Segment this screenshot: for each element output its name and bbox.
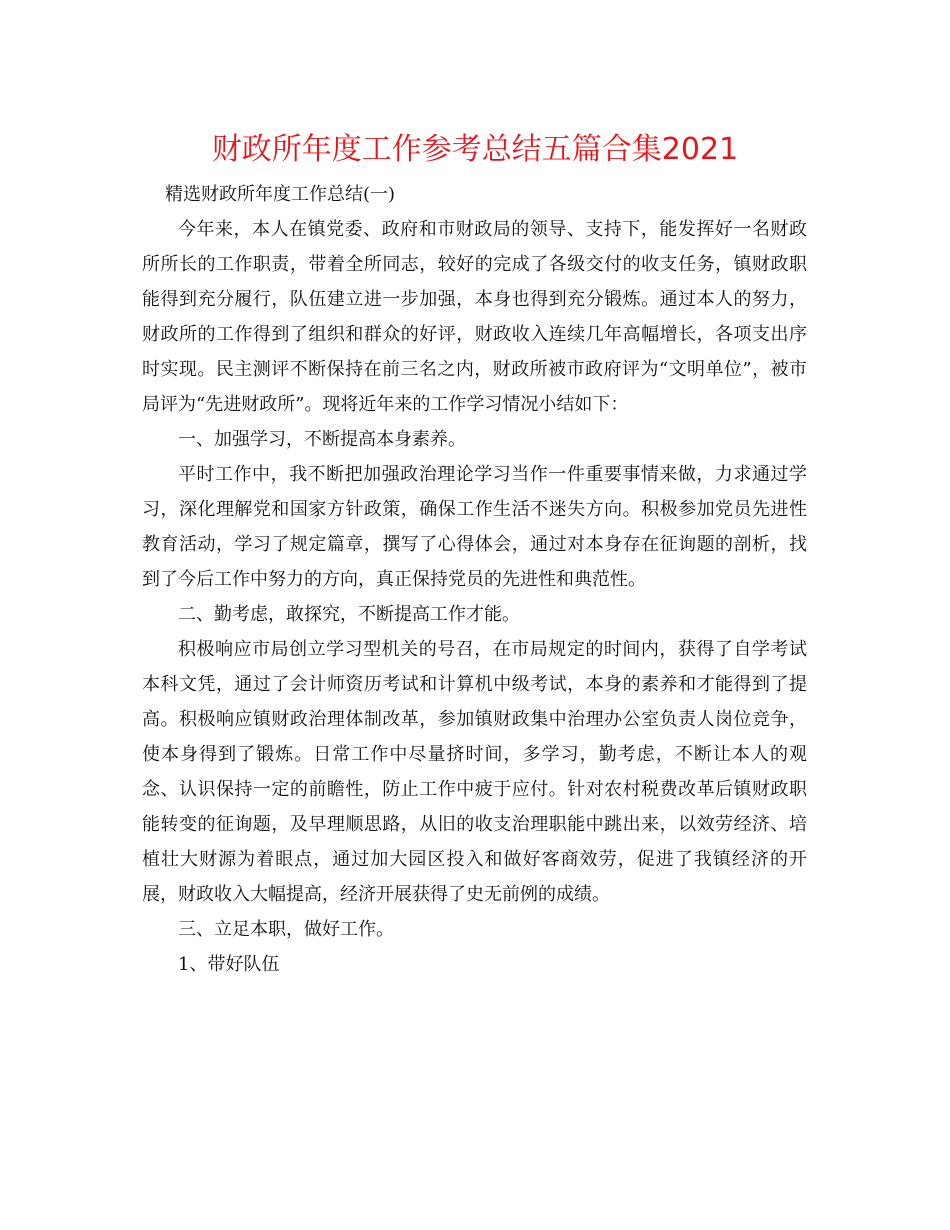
- heading-subsection-1: 1、带好队伍: [178, 954, 280, 975]
- document-title: 财政所年度工作参考总结五篇合集2021: [211, 132, 739, 167]
- paragraph-intro: 今年来，本人在镇党委、政府和市财政局的领导、支持下，能发挥好一名财政所所长的工作职责，带着全所同志，较好的完成了各级交付的收支任务，镇财政职能得到充分履行，队伍建立进一步加强，本身也得到充分锻炼。通过本人的努力，财政所的工作得到了组织和群众的好评，财政收入连续几年高幅增长，各项支出序时实现。民主测评不断保持在前三名之内，财政所被市政府评为“文明单位”，被市局评为“先进财政所”。现将近年来的工作学习情况小结如下：: [142, 219, 807, 415]
- heading-section-1: 一、加强学习，不断提高本身素养。: [178, 429, 466, 450]
- paragraph-ability: 积极响应市局创立学习型机关的号召，在市局规定的时间内，获得了自学考试本科文凭，通过了会计师资历考试和计算机中级考试，本身的素养和才能得到了提高。积极响应镇财政治理体制改革，参加镇财政集中治理办公室负责人岗位竞争，使本身得到了锻炼。日常工作中尽量挤时间，多学习，勤考虑，不断让本人的观念、认识保持一定的前瞻性，防止工作中疲于应付。针对农村税费改革后镇财政职能转变的征询题，及早理顺思路，从旧的收支治理职能中跳出来，以效劳经济、培植壮大财源为着眼点，通过加大园区投入和做好客商效劳，促进了我镇经济的开展，财政收入大幅提高，经济开展获得了史无前例的成绩。: [142, 639, 807, 905]
- heading-section-2: 二、勤考虑，敢探究，不断提高工作才能。: [178, 604, 520, 625]
- section-subtitle: 精选财政所年度工作总结(一): [165, 184, 396, 205]
- paragraph-study: 平时工作中，我不断把加强政治理论学习当作一件重要事情来做，力求通过学习，深化理解党和国家方针政策，确保工作生活不迷失方向。积极参加党员先进性教育活动，学习了规定篇章，撰写了心得体会，通过对本身存在征询题的剖析，找到了今后工作中努力的方向，真正保持党员的先进性和典范性。: [142, 464, 807, 590]
- document-body: [142, 177, 807, 982]
- heading-section-3: 三、立足本职，做好工作。: [178, 919, 394, 940]
